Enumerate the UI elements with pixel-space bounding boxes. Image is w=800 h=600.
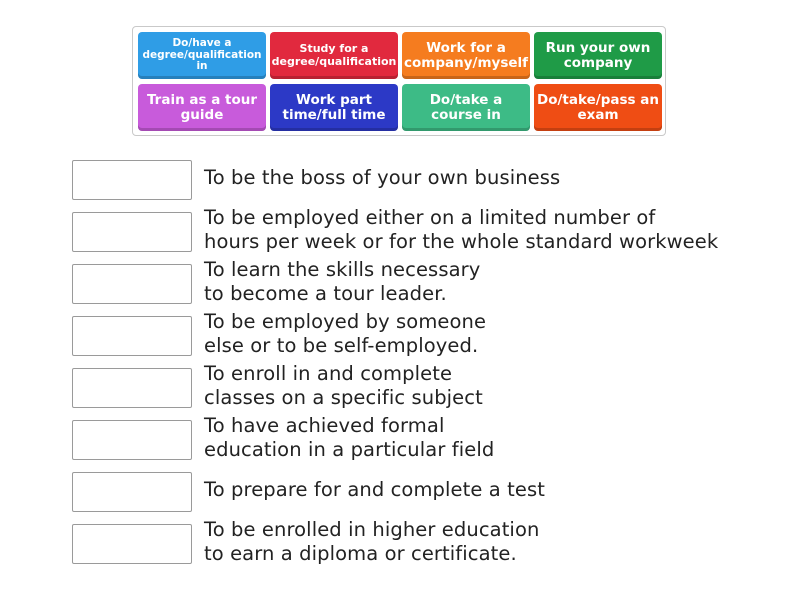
tile-label: Work part time/full time <box>282 91 386 123</box>
drop-zone[interactable] <box>72 316 192 356</box>
tile-label: Do/have a degree/qualification in <box>142 37 262 73</box>
tile-label: Run your own company <box>545 39 651 71</box>
clue-text: To be employed either on a limited number of hours per week or for the whole standard workweek <box>204 206 719 253</box>
tile-take-course[interactable] <box>402 84 530 131</box>
tile-study-for-degree[interactable] <box>270 32 398 79</box>
drop-zone[interactable] <box>72 368 192 408</box>
tile-take-exam[interactable] <box>534 84 662 131</box>
tile-run-own-company[interactable] <box>534 32 662 79</box>
tile-work-for-company[interactable] <box>402 32 530 79</box>
drop-zone[interactable] <box>72 472 192 512</box>
tile-train-tour-guide[interactable] <box>138 84 266 131</box>
clue-text: To have achieved formal education in a particular field <box>204 414 495 461</box>
clue-text: To be the boss of your own business <box>204 166 561 189</box>
tile-label: Do/take a course in <box>429 91 503 123</box>
drop-zone[interactable] <box>72 420 192 460</box>
drop-zone[interactable] <box>72 524 192 564</box>
clue-text: To enroll in and complete classes on a specific subject <box>204 362 483 409</box>
tile-degree-qualification[interactable] <box>138 32 266 79</box>
drop-zone[interactable] <box>72 160 192 200</box>
answer-tile-bank <box>132 26 666 136</box>
tile-label: Work for a company/myself <box>404 39 529 71</box>
tile-work-part-full-time[interactable] <box>270 84 398 131</box>
clue-text: To be enrolled in higher education to earn a diploma or certificate. <box>204 518 540 565</box>
tile-label: Do/take/pass an exam <box>537 91 659 123</box>
drop-zone[interactable] <box>72 212 192 252</box>
tile-label: Train as a tour guide <box>146 91 258 123</box>
tile-label: Study for a degree/qualification <box>271 42 397 68</box>
drop-zone[interactable] <box>72 264 192 304</box>
clue-text: To be employed by someone else or to be self-employed. <box>204 310 487 357</box>
clue-text: To learn the skills necessary to become a tour leader. <box>204 258 481 305</box>
clue-text: To prepare for and complete a test <box>204 478 545 501</box>
